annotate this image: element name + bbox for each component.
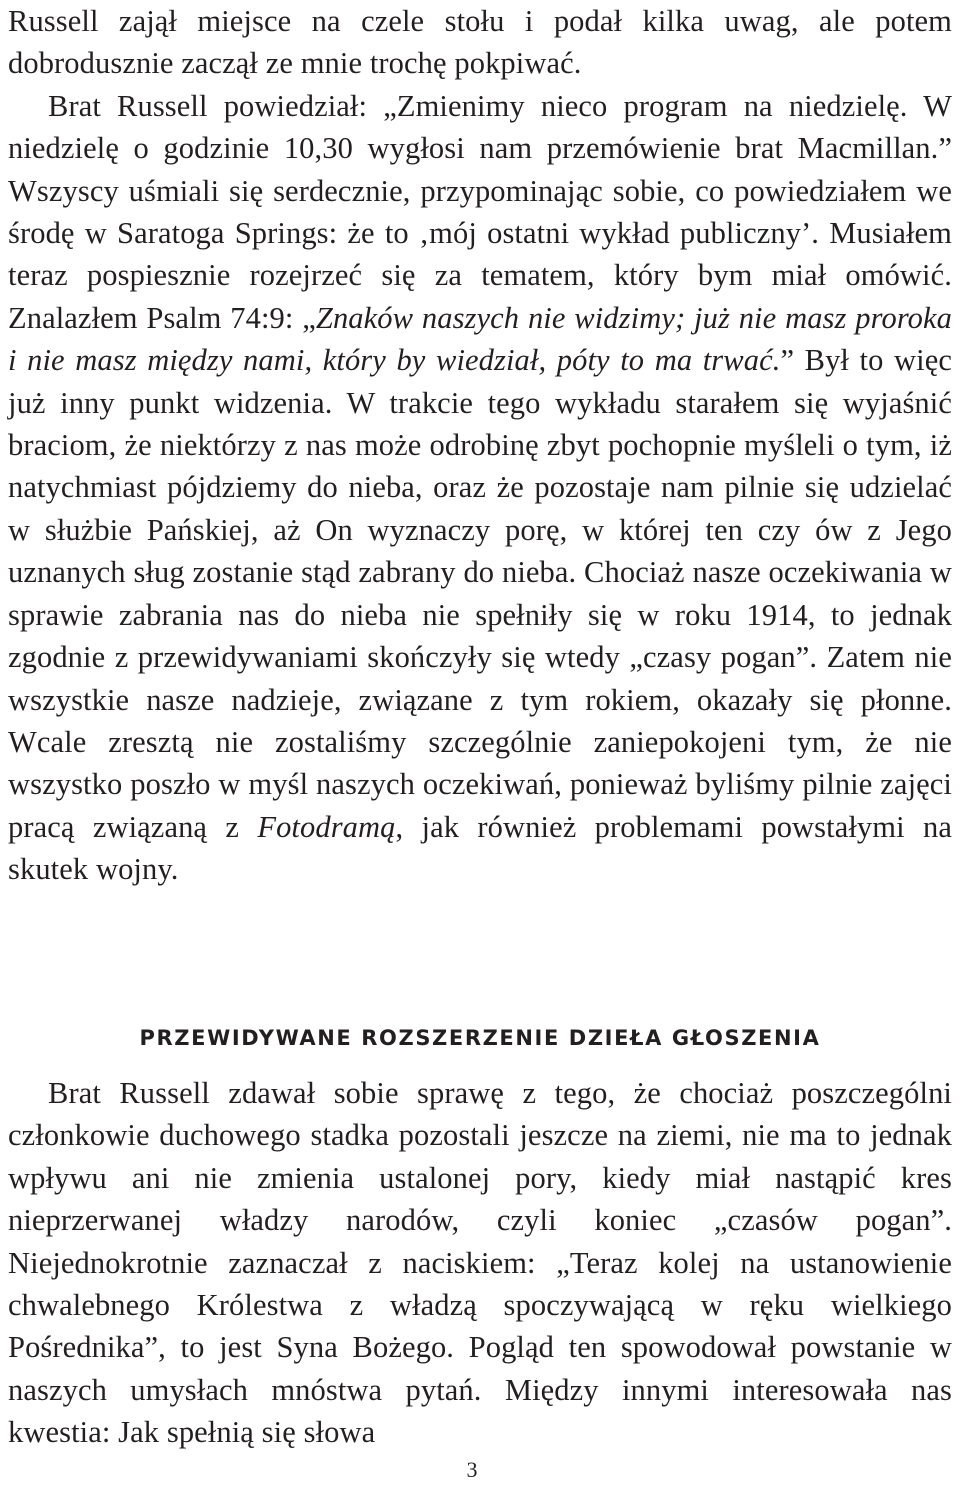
- text-run: Russell zajął miejsce na czele stołu i podał kilka uwag, ale potem dobrodusznie zaczął ze mnie trochę pokpiwać.: [8, 4, 952, 81]
- text-run: , jak również problemami powstałymi na skutek wojny.: [8, 809, 952, 887]
- page-number: 3: [466, 1457, 478, 1482]
- paragraph-section-start: Brat Russell zdawał sobie sprawę z tego, że chociaż poszczególni członkowie duchowego stadka pozostali jeszcze na ziemi, nie ma to jednak wpływu ani nie zmienia ustalonej pory, kiedy miał nastąpić kres nieprzerwanej władzy narodów, czyli koniec „czasów pogan”. Niejednokrotnie zaznaczał z naciskiem: „Teraz kolej na ustanowienie chwalebnego Królestwa z władzą spoczywającą w ręku wielkiego Pośrednika”, to jest Syna Bożego. Pogląd ten spowodował powstanie w naszych umysłach mnóstwa pytań. Między innymi interesowała nas kwestia: Jak spełnią się słowa: [8, 1076, 952, 1450]
- italic-quote: Znaków naszych nie widzimy; już nie masz proroka i nie masz między nami, który by wiedział, póty to ma trwać.: [8, 300, 952, 378]
- section-heading: PRZEWIDYWANE ROZSZERZENIE DZIEŁA GŁOSZENIA: [139, 1026, 821, 1050]
- italic-title: Fotodramą: [257, 809, 396, 844]
- paragraph-continuation: [8, 0, 952, 891]
- text-run: ” Był to więc już inny punkt widzenia. W trakcie tego wykładu starałem się wyjaśnić braciom, że niektórzy z nas może odrobinę zbyt pochopnie myśleli o tym, iż natychmiast pójdziemy do nieba, oraz że pozostaje nam pilnie się udzielać w służbie Pańskiej, aż On wyznaczy porę, w której ten czy ów z Jego uznanych sług zostanie stąd zabrany do nieba. Chociaż nasze oczekiwania w sprawie zabrania nas do nieba nie spełniły się w roku 1914, to jednak zgodnie z przewidywaniami skończyły się wtedy „czasy pogan”. Zatem nie wszystkie nasze nadzieje, związane z tym rokiem, okazały się płonne. Wcale zresztą nie zostaliśmy szczególnie zaniepokojeni tym, że nie wszystko poszło w myśl naszych oczekiwań, ponieważ byliśmy pilnie zajęci pracą związaną z: [8, 343, 953, 844]
- text-run: Brat Russell powiedział: „Zmienimy nieco program na niedzielę. W niedzielę o godzinie 10,30 wygłosi nam przemówienie brat Macmillan.” Wszyscy uśmiali się serdecznie, przypominając sobie, co powiedziałem we środę w Saratoga Springs: że to ‚mój ostatni wykład publiczny’. Musiałem teraz pospiesznie rozejrzeć się za tematem, który bym miał omówić. Znalazłem Psalm 74:9: „: [8, 88, 952, 335]
